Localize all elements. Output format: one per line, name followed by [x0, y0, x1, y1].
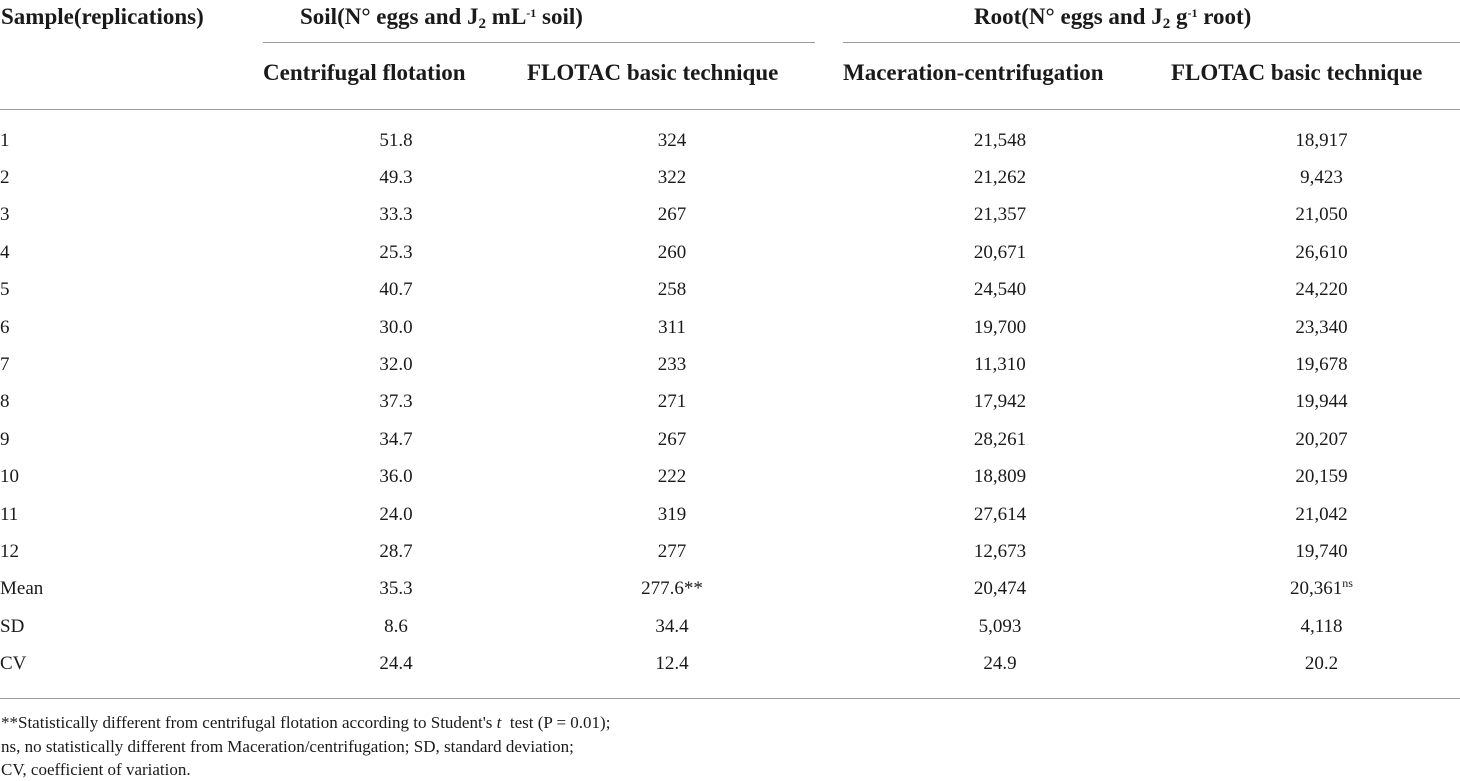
table-row — [0, 122, 1460, 159]
cell-soil-flotac: 267 — [657, 428, 687, 450]
column-header-centrifugal-flotation: Centrifugal flotation — [263, 60, 466, 85]
cell-soil-flotac: 271 — [657, 391, 687, 413]
footnote-1-post: test (P = 0.01); — [501, 713, 611, 732]
cell-soil-cf: 40.7 — [379, 279, 413, 301]
table-row-sd — [0, 608, 1460, 645]
table-bottom-rule — [0, 698, 1460, 699]
cell-soil-flotac: 322 — [657, 167, 687, 189]
cell-soil-flotac: 258 — [657, 279, 687, 301]
cell-soil-cf: 8.6 — [384, 615, 408, 637]
cell-root-flotac — [1183, 571, 1460, 608]
header-bottom-rule — [0, 109, 1460, 110]
ns-superscript: ns — [1342, 576, 1353, 591]
cell-sample: 6 — [0, 316, 10, 338]
table-row — [0, 272, 1460, 309]
soil-header-sup: -1 — [526, 6, 537, 20]
cell-sample: 11 — [0, 503, 19, 525]
table-row — [0, 346, 1460, 383]
column-header-sample: Sample(replications) — [1, 4, 204, 29]
cell-sample: 5 — [0, 279, 10, 301]
cell-sample: 2 — [0, 167, 10, 189]
cell-soil-cf: 37.3 — [379, 391, 413, 413]
cell-root-flotac: 19,740 — [1295, 540, 1348, 562]
table-row — [0, 384, 1460, 421]
cell-soil-cf: 51.8 — [379, 129, 413, 151]
cell-root-mc: 24,540 — [973, 279, 1027, 301]
root-header-mid: g — [1170, 4, 1188, 29]
cell-soil-cf: 28.7 — [379, 540, 413, 562]
cell-soil-cf: 36.0 — [379, 466, 413, 488]
cell-root-mc: 11,310 — [974, 354, 1026, 376]
data-table — [0, 122, 1460, 683]
cell-root-flotac: 18,917 — [1295, 129, 1348, 151]
cell-soil-cf: 24.0 — [379, 503, 413, 525]
column-header-soil-flotac: FLOTAC basic technique — [527, 60, 779, 85]
cell-root-mc: 28,261 — [973, 428, 1027, 450]
cell-soil-flotac: 277 — [657, 540, 687, 562]
cell-sample: Mean — [0, 578, 44, 600]
table-row — [0, 421, 1460, 458]
cell-root-mc: 17,942 — [973, 391, 1027, 413]
cell-soil-flotac: 311 — [658, 316, 686, 338]
soil-header-mid: mL — [486, 4, 527, 29]
cell-soil-flotac: 233 — [657, 354, 687, 376]
cell-sample: 3 — [0, 204, 10, 226]
soil-header-post: soil) — [536, 4, 583, 29]
cell-root-flotac-value: 20,361 — [1290, 578, 1343, 600]
table-row — [0, 197, 1460, 234]
cell-root-mc: 20,671 — [973, 241, 1027, 263]
cell-sample: 8 — [0, 391, 10, 413]
cell-soil-cf: 35.3 — [379, 578, 413, 600]
cell-sample: 9 — [0, 428, 10, 450]
cell-root-flotac: 23,340 — [1295, 316, 1348, 338]
footnote-abbreviations: ns, no statistically different from Maceration/centrifugation; SD, standard deviation; — [1, 737, 574, 756]
cell-root-mc: 12,673 — [973, 540, 1027, 562]
cell-root-mc: 21,262 — [973, 167, 1027, 189]
root-header-sup: -1 — [1187, 6, 1198, 20]
cell-root-flotac: 19,678 — [1295, 354, 1348, 376]
table-row — [0, 459, 1460, 496]
cell-sample: SD — [0, 615, 25, 637]
cell-root-flotac: 20,159 — [1295, 466, 1348, 488]
cell-sample: 10 — [0, 466, 19, 488]
root-header-post: root) — [1197, 4, 1252, 29]
cell-soil-cf: 49.3 — [379, 167, 413, 189]
cell-sample: 12 — [0, 540, 19, 562]
table-row-cv — [0, 645, 1460, 682]
cell-root-mc: 27,614 — [973, 503, 1027, 525]
cell-soil-flotac: 260 — [657, 241, 687, 263]
cell-root-flotac: 21,042 — [1295, 503, 1348, 525]
table-row — [0, 533, 1460, 570]
column-header-maceration-centrifugation: Maceration-centrifugation — [843, 60, 1104, 85]
cell-root-flotac: 9,423 — [1300, 167, 1343, 189]
root-header-sub: 2 — [1162, 16, 1171, 32]
cell-root-mc: 24.9 — [983, 653, 1017, 675]
table-row — [0, 234, 1460, 271]
cell-root-mc: 19,700 — [973, 316, 1027, 338]
cell-root-flotac: 19,944 — [1295, 391, 1348, 413]
root-group-rule — [843, 42, 1460, 43]
cell-root-flotac: 4,118 — [1300, 615, 1343, 637]
cell-root-flotac: 24,220 — [1295, 279, 1348, 301]
column-group-header-soil — [300, 4, 583, 30]
cell-soil-flotac: 277.6** — [641, 578, 703, 600]
cell-soil-cf: 34.7 — [379, 428, 413, 450]
table-row-mean — [0, 571, 1460, 608]
table-row — [0, 496, 1460, 533]
cell-root-mc: 20,474 — [973, 578, 1027, 600]
cell-root-mc: 5,093 — [978, 615, 1022, 637]
cell-soil-cf: 33.3 — [379, 204, 413, 226]
column-group-header-root — [974, 4, 1251, 30]
cell-soil-flotac: 34.4 — [655, 615, 689, 637]
soil-group-rule — [263, 42, 815, 43]
column-header-root-flotac: FLOTAC basic technique — [1171, 60, 1423, 85]
root-header-pre: Root(N° eggs and J — [974, 4, 1163, 29]
soil-header-pre: Soil(N° eggs and J — [300, 4, 479, 29]
footnote-1-t: t — [496, 713, 502, 732]
footnote-significance — [1, 713, 610, 733]
cell-root-flotac: 21,050 — [1295, 204, 1348, 226]
cell-soil-flotac: 222 — [657, 466, 687, 488]
cell-soil-cf: 30.0 — [379, 316, 413, 338]
cell-soil-flotac: 319 — [657, 503, 687, 525]
cell-soil-cf: 32.0 — [379, 354, 413, 376]
cell-sample: 4 — [0, 241, 10, 263]
table-row — [0, 159, 1460, 196]
cell-sample: CV — [0, 653, 27, 675]
cell-soil-flotac: 324 — [657, 129, 687, 151]
cell-root-mc: 18,809 — [973, 466, 1027, 488]
cell-root-mc: 21,548 — [973, 129, 1027, 151]
cell-root-flotac: 20,207 — [1295, 428, 1348, 450]
cell-root-mc: 21,357 — [973, 204, 1027, 226]
cell-sample: 1 — [0, 129, 10, 151]
cell-soil-flotac: 267 — [657, 204, 687, 226]
cell-soil-flotac: 12.4 — [655, 653, 689, 675]
table-row — [0, 309, 1460, 346]
cell-sample: 7 — [0, 354, 10, 376]
cell-soil-cf: 25.3 — [379, 241, 413, 263]
cell-root-flotac: 26,610 — [1295, 241, 1348, 263]
cell-root-flotac: 20.2 — [1304, 653, 1339, 675]
soil-header-sub: 2 — [478, 16, 487, 32]
footnote-1-pre: **Statistically different from centrifugal flotation according to Student's — [1, 713, 497, 732]
cell-soil-cf: 24.4 — [379, 653, 413, 675]
footnote-cv: CV, coefficient of variation. — [1, 760, 191, 779]
